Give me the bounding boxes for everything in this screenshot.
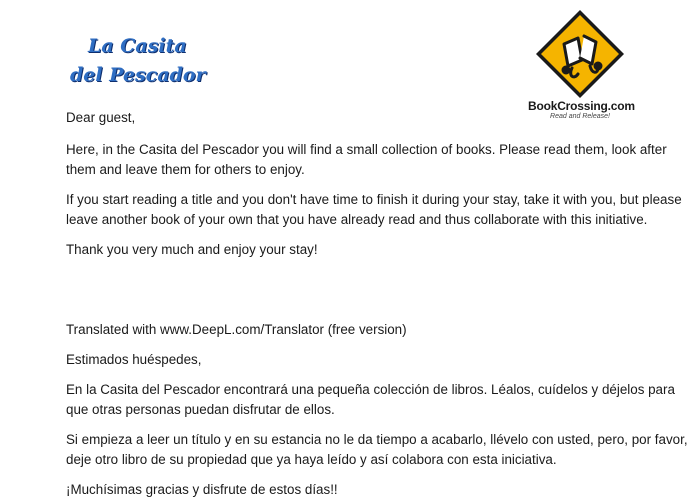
spanish-paragraph-2: Si empieza a leer un título y en su estancia no le da tiempo a acabarlo, llévelo con usted, pero, por favor, deje otro libro de su propiedad que ya haya leído y así colabora con esta iniciativa.	[66, 432, 688, 467]
english-paragraph-2: If you start reading a title and you don't have time to finish it during your stay, take it with you, but please leave another book of your own that you have already read and thus collaborate with this initiative.	[66, 192, 682, 227]
bookcrossing-tagline: Read and Release!	[550, 113, 610, 120]
letter-body	[66, 108, 696, 500]
english-greeting: Dear guest,	[66, 110, 136, 125]
translator-note: Translated with www.DeepL.com/Translator (free version)	[66, 322, 407, 337]
title-line-1: La Casita	[88, 35, 187, 57]
english-paragraph-1: Here, in the Casita del Pescador you will find a small collection of books. Please read them, look after them and leave them for others to enjoy.	[66, 142, 667, 177]
book-crossing-sign-icon	[528, 8, 632, 100]
title-line-2: del Pescador	[70, 64, 206, 86]
spanish-closing: ¡Muchísimas gracias y disfrute de estos días!!	[66, 482, 338, 497]
english-closing: Thank you very much and enjoy your stay!	[66, 242, 318, 257]
spanish-paragraph-1: En la Casita del Pescador encontrará una pequeña colección de libros. Léalos, cuídelos y déjelos para que otras personas puedan disfrutar de ellos.	[66, 382, 675, 417]
spanish-greeting: Estimados huéspedes,	[66, 352, 202, 367]
bookcrossing-name: BookCrossing.com	[528, 99, 635, 113]
casita-title-logo	[70, 32, 210, 90]
